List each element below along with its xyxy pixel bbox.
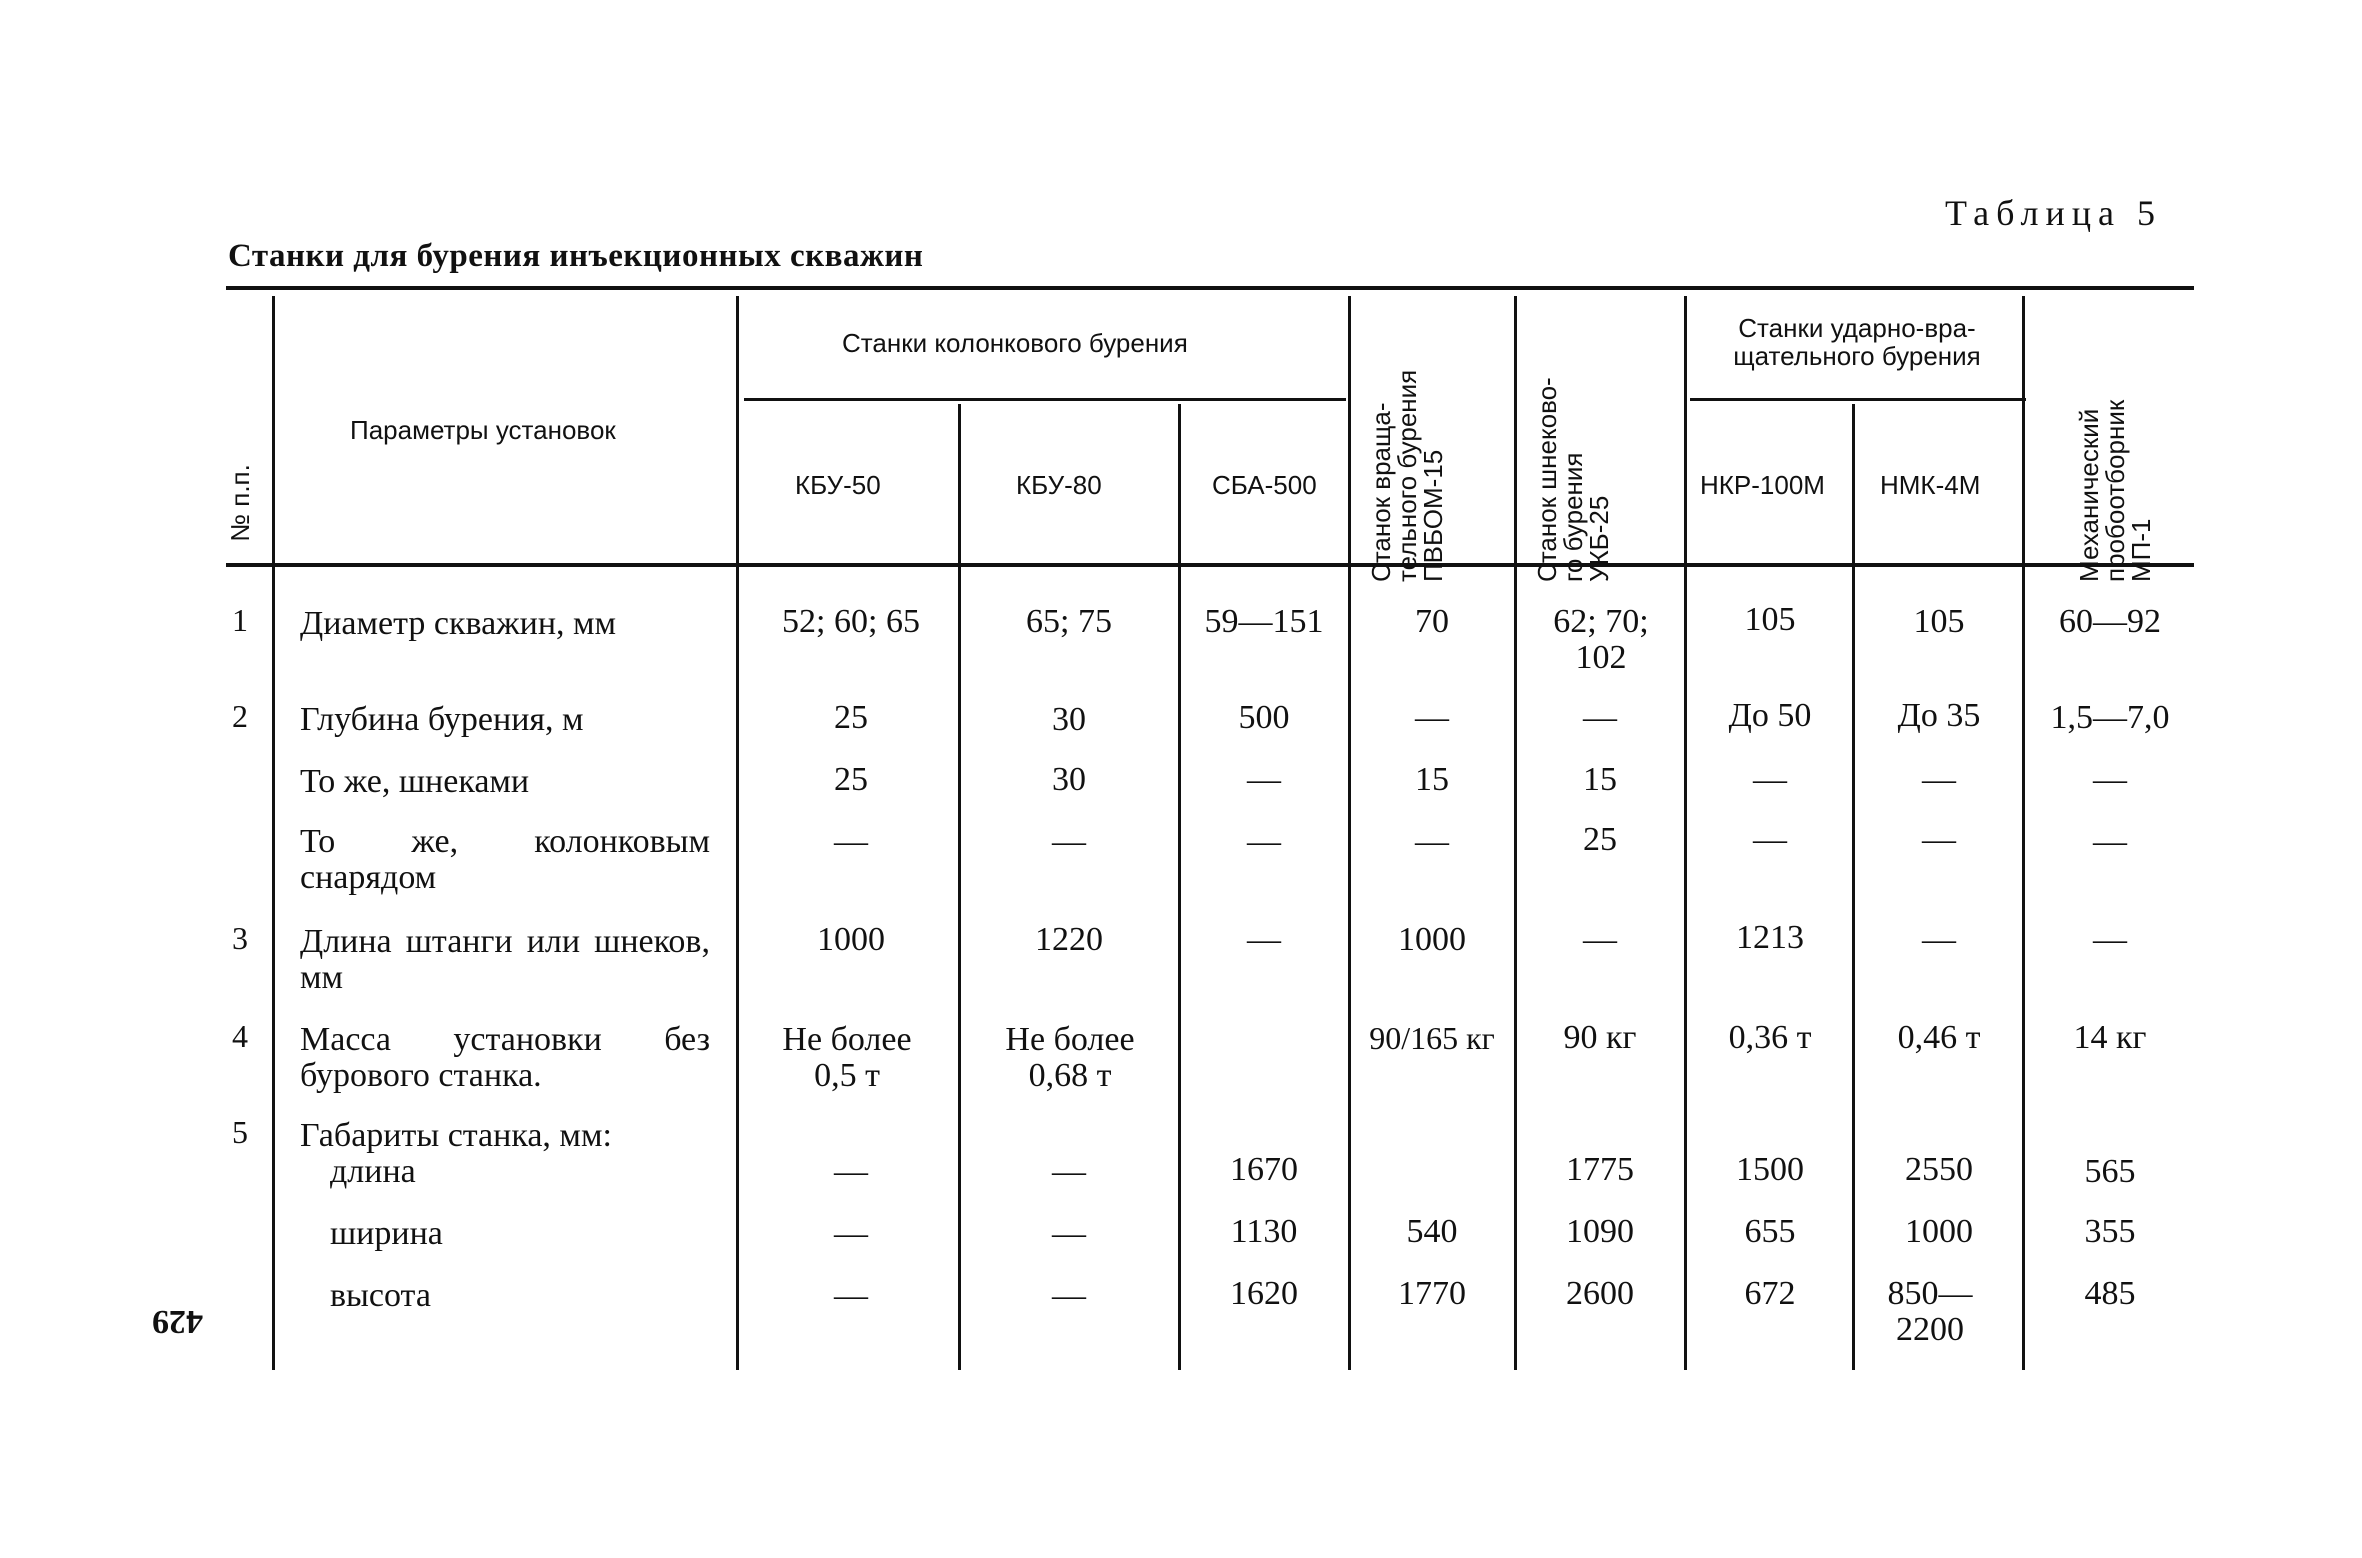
- cell-pvbom: —: [1415, 823, 1449, 860]
- row-param: Длина штанги или шнеков, мм: [300, 923, 710, 996]
- header-pvbom-l3: ПВБОМ-15: [1418, 449, 1448, 582]
- cell-kbu80: 65; 75: [1026, 603, 1112, 640]
- cell-nkr: 672: [1744, 1275, 1796, 1312]
- cell-nmk: 0,46 т: [1897, 1019, 1981, 1056]
- cell-nkr: —: [1753, 761, 1787, 798]
- table-title: Станки для бурения инъекционных скважин: [228, 238, 924, 274]
- header-ukb-l1: Станок шнеково-: [1532, 377, 1562, 582]
- cell-pvbom: 90/165 кг: [1369, 1020, 1495, 1056]
- cell-ukb: —: [1583, 921, 1617, 958]
- row-param: Глубина бурения, м: [300, 701, 584, 738]
- cell-pvbom: 1770: [1398, 1275, 1466, 1312]
- page-number: 429: [152, 1303, 203, 1340]
- cell-nmk: —: [1922, 821, 1956, 858]
- row-number: 3: [232, 920, 248, 956]
- cell-kbu50: 25: [834, 699, 868, 736]
- cell-kbu80: 30: [1052, 701, 1086, 738]
- cell-ukb: —: [1583, 699, 1617, 736]
- header-kbu80: КБУ-80: [1016, 470, 1102, 500]
- row-number: 1: [232, 602, 248, 638]
- col-divider: [1514, 296, 1517, 1370]
- cell-nmk: 105: [1913, 603, 1965, 640]
- cell-mp: —: [2093, 761, 2127, 798]
- row-param: То же, шнеками: [300, 763, 530, 800]
- cell-ukb: 62; 70; 102: [1553, 603, 1649, 676]
- header-group-percussion: [1712, 314, 2002, 370]
- row-param: Диаметр скважин, мм: [300, 605, 617, 642]
- header-bottom-rule: [226, 563, 2194, 567]
- header-group-percussion-l1: Станки ударно-вра-: [1738, 313, 1976, 343]
- cell-nkr: 0,36 т: [1728, 1019, 1812, 1056]
- row-number: 4: [232, 1018, 248, 1054]
- cell-sba: 500: [1238, 699, 1290, 736]
- cell-ukb: 1775: [1566, 1151, 1634, 1188]
- cell-ukb: 15: [1583, 761, 1617, 798]
- cell-mp: 14 кг: [2073, 1019, 2147, 1056]
- header-pvbom-l1: Станок враща-: [1366, 402, 1396, 582]
- cell-ukb: 1090: [1566, 1213, 1634, 1250]
- cell-nmk: 850—2200: [1887, 1275, 1973, 1348]
- cell-kbu50: 25: [834, 761, 868, 798]
- cell-kbu80: Не более 0,68 т: [1005, 1021, 1135, 1094]
- row-number: 2: [232, 698, 248, 734]
- header-ukb: [1534, 322, 1634, 582]
- cell-mp: 1,5—7,0: [2050, 699, 2170, 736]
- col-divider: [736, 296, 739, 1370]
- cell-sba: —: [1247, 823, 1281, 860]
- col-divider: [2022, 296, 2025, 1370]
- col-divider: [1852, 404, 1855, 1370]
- cell-mp: 485: [2084, 1275, 2136, 1312]
- header-ukb-l3: УКБ-25: [1584, 495, 1614, 582]
- row-param: длина: [330, 1153, 416, 1190]
- cell-kbu80: —: [1052, 823, 1086, 860]
- cell-nmk: —: [1922, 921, 1956, 958]
- col-divider: [1178, 404, 1181, 1370]
- cell-sba: 1130: [1230, 1213, 1298, 1250]
- cell-mp: —: [2093, 823, 2127, 860]
- cell-mp: —: [2093, 921, 2127, 958]
- cell-nkr: 655: [1744, 1213, 1796, 1250]
- row-param: высота: [330, 1277, 431, 1314]
- header-num: № п.п.: [225, 464, 255, 542]
- header-mp-l1: Механический: [2074, 408, 2104, 582]
- header-nkr: НКР-100М: [1700, 470, 1825, 500]
- group-rule-right: [1690, 398, 2026, 401]
- cell-nmk: 2550: [1905, 1151, 1973, 1188]
- cell-nkr: До 50: [1728, 697, 1812, 734]
- header-sba500: СБА-500: [1212, 470, 1317, 500]
- header-params: Параметры установок: [350, 415, 616, 445]
- cell-nmk: —: [1922, 761, 1956, 798]
- cell-kbu50: —: [834, 823, 868, 860]
- header-pvbom-l2: тельного бурения: [1392, 369, 1422, 582]
- header-kbu50: КБУ-50: [795, 470, 881, 500]
- cell-mp: 355: [2084, 1213, 2136, 1250]
- cell-kbu50: 1000: [817, 921, 885, 958]
- header-mp-l2: пробоотборник: [2100, 399, 2130, 582]
- cell-pvbom: 15: [1415, 761, 1449, 798]
- cell-kbu80: —: [1052, 1153, 1086, 1190]
- col-divider: [1684, 296, 1687, 1370]
- cell-sba: —: [1247, 921, 1281, 958]
- cell-mp: 60—92: [2059, 603, 2161, 640]
- cell-kbu50: 52; 60; 65: [782, 603, 920, 640]
- cell-ukb: 25: [1583, 821, 1617, 858]
- cell-sba: —: [1247, 761, 1281, 798]
- cell-kbu50: —: [834, 1215, 868, 1252]
- header-mp: [2076, 322, 2176, 582]
- col-divider: [272, 296, 275, 1370]
- cell-kbu50: —: [834, 1153, 868, 1190]
- cell-nkr: 105: [1744, 601, 1796, 638]
- cell-kbu50: —: [834, 1277, 868, 1314]
- row-param: Масса установки без бурового станка.: [300, 1021, 710, 1094]
- cell-kbu80: —: [1052, 1215, 1086, 1252]
- table-caption: Таблица 5: [1945, 193, 2162, 233]
- cell-kbu80: 1220: [1035, 921, 1103, 958]
- cell-nkr: 1500: [1736, 1151, 1804, 1188]
- header-pvbom: [1368, 322, 1468, 582]
- row-param: То же, колонковым снарядом: [300, 823, 710, 896]
- header-nmk: НМК-4М: [1880, 470, 1981, 500]
- cell-pvbom: 540: [1406, 1213, 1458, 1250]
- header-mp-l3: МП-1: [2126, 518, 2156, 582]
- group-rule-left: [744, 398, 1346, 401]
- cell-sba: 1670: [1230, 1151, 1298, 1188]
- cell-nmk: До 35: [1897, 697, 1981, 734]
- row-number: 5: [232, 1114, 248, 1150]
- cell-kbu80: —: [1052, 1277, 1086, 1314]
- cell-kbu50: Не более 0,5 т: [782, 1021, 912, 1094]
- cell-sba: 1620: [1230, 1275, 1298, 1312]
- header-ukb-l2: го бурения: [1558, 452, 1588, 582]
- cell-ukb: 2600: [1566, 1275, 1634, 1312]
- row-param: Габариты станка, мм:: [300, 1117, 612, 1154]
- cell-kbu80: 30: [1052, 761, 1086, 798]
- col-divider: [1348, 296, 1351, 1370]
- cell-nmk: 1000: [1905, 1213, 1973, 1250]
- cell-ukb: 90 кг: [1563, 1019, 1637, 1056]
- cell-pvbom: 1000: [1398, 921, 1466, 958]
- cell-sba: 59—151: [1204, 603, 1324, 640]
- cell-pvbom: —: [1415, 699, 1449, 736]
- cell-nkr: 1213: [1736, 919, 1804, 956]
- top-rule: [226, 286, 2194, 290]
- header-group-percussion-l2: щательного бурения: [1733, 341, 1981, 371]
- row-param: ширина: [330, 1215, 443, 1252]
- col-divider: [958, 404, 961, 1370]
- header-group-column: Станки колонкового бурения: [842, 328, 1188, 358]
- cell-mp: 565: [2084, 1153, 2136, 1190]
- cell-nkr: —: [1753, 821, 1787, 858]
- cell-pvbom: 70: [1415, 603, 1449, 640]
